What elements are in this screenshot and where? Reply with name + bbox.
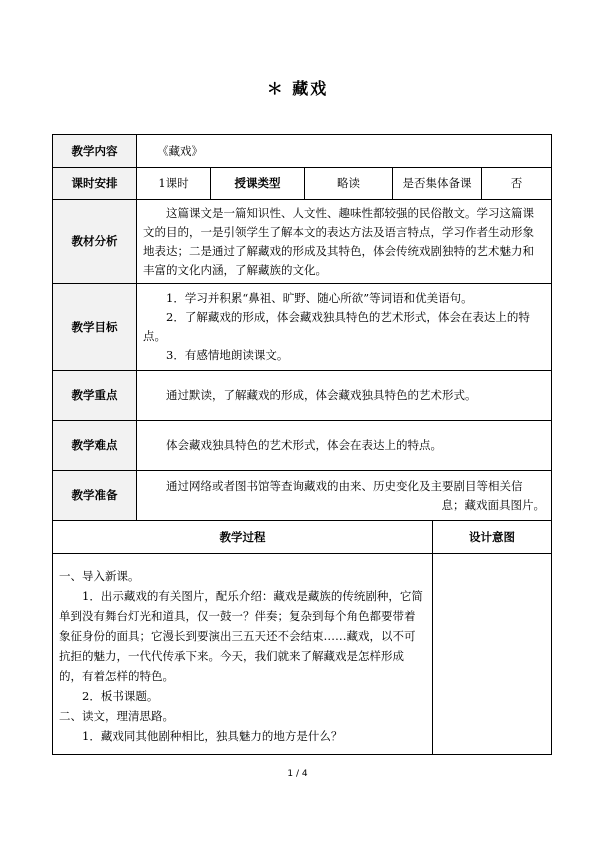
goal-item: 2．了解藏戏的形成，体会藏戏独具特色的艺术形式，体会在表达上的特点。 — [143, 310, 530, 343]
row-schedule — [53, 168, 552, 200]
row-key — [53, 371, 552, 421]
process-paragraph: 二、读文，理清思路。 — [59, 709, 174, 723]
intent-cell — [433, 554, 552, 755]
row-analysis — [53, 200, 552, 284]
process-header: 教学过程 — [53, 521, 433, 554]
process-paragraph: 1．藏戏同其他剧种相比，独具魅力的地方是什么？ — [82, 729, 343, 743]
type-value: 略读 — [305, 168, 393, 200]
difficulty-text: 体会藏戏独具特色的艺术形式，体会在表达上的特点。 — [166, 438, 442, 452]
type-label: 授课类型 — [211, 168, 305, 200]
prep-line-2: 息；藏戏面具图片。 — [441, 497, 545, 512]
goal-item: 3．有感情地朗读课文。 — [166, 348, 289, 362]
schedule-value: 1课时 — [137, 168, 211, 200]
row-process-body — [53, 554, 552, 755]
process-paragraph: 2．板书课题。 — [82, 689, 159, 703]
page-title: ＊ 藏戏 — [266, 79, 329, 98]
key-text: 通过默读，了解藏戏的形成，体会藏戏独具特色的艺术形式。 — [166, 388, 477, 402]
difficulty-label: 教学难点 — [53, 421, 137, 471]
page-number: 1 / 4 — [287, 769, 308, 779]
intent-header: 设计意图 — [433, 521, 552, 554]
prep-label: 教学准备 — [53, 471, 137, 521]
group-value: 否 — [482, 168, 552, 200]
row-process-header — [53, 521, 552, 554]
key-label: 教学重点 — [53, 371, 137, 421]
goals-label: 教学目标 — [53, 284, 137, 371]
group-label: 是否集体备课 — [393, 168, 482, 200]
schedule-label: 课时安排 — [53, 168, 137, 200]
process-paragraph: 1．出示藏戏的有关图片，配乐介绍：藏戏是藏族的传统剧种，它简单到没有舞台灯光和道具，仅一鼓一？伴奏；复杂到每个角色都要带着象征身份的面具；它漫长到要演出三五天还不会结束……藏戏，以不可抗拒的魅力，一代代传承下来。今天，我们就来了解藏戏是怎样形成的，有着怎样的特色。 — [59, 589, 423, 683]
prep-line-1: 通过网络或者图书馆等查询藏戏的由来、历史变化及主要剧目等相关信 — [166, 478, 523, 493]
content-label: 教学内容 — [53, 135, 137, 168]
analysis-text: 这篇课文是一篇知识性、人文性、趣味性都较强的民俗散文。学习这篇课文的目的，一是引领学生了解本文的表达方法及语言特点，学习作者生动形象地表达；二是通过了解藏戏的形成及其特色，体会传统戏剧独特的艺术魅力和丰富的文化内涵，了解藏族的文化。 — [143, 205, 534, 277]
row-goals — [53, 284, 552, 371]
lesson-plan-table — [52, 134, 552, 755]
row-content — [53, 135, 552, 168]
row-prep — [53, 471, 552, 521]
content-value: 《藏戏》 — [137, 135, 552, 168]
analysis-label: 教材分析 — [53, 200, 137, 284]
goal-item: 1．学习并积累“鼻祖、旷野、随心所欲”等词语和优美语句。 — [166, 291, 473, 305]
row-difficulty — [53, 421, 552, 471]
process-paragraph: 一、导入新课。 — [59, 569, 140, 583]
